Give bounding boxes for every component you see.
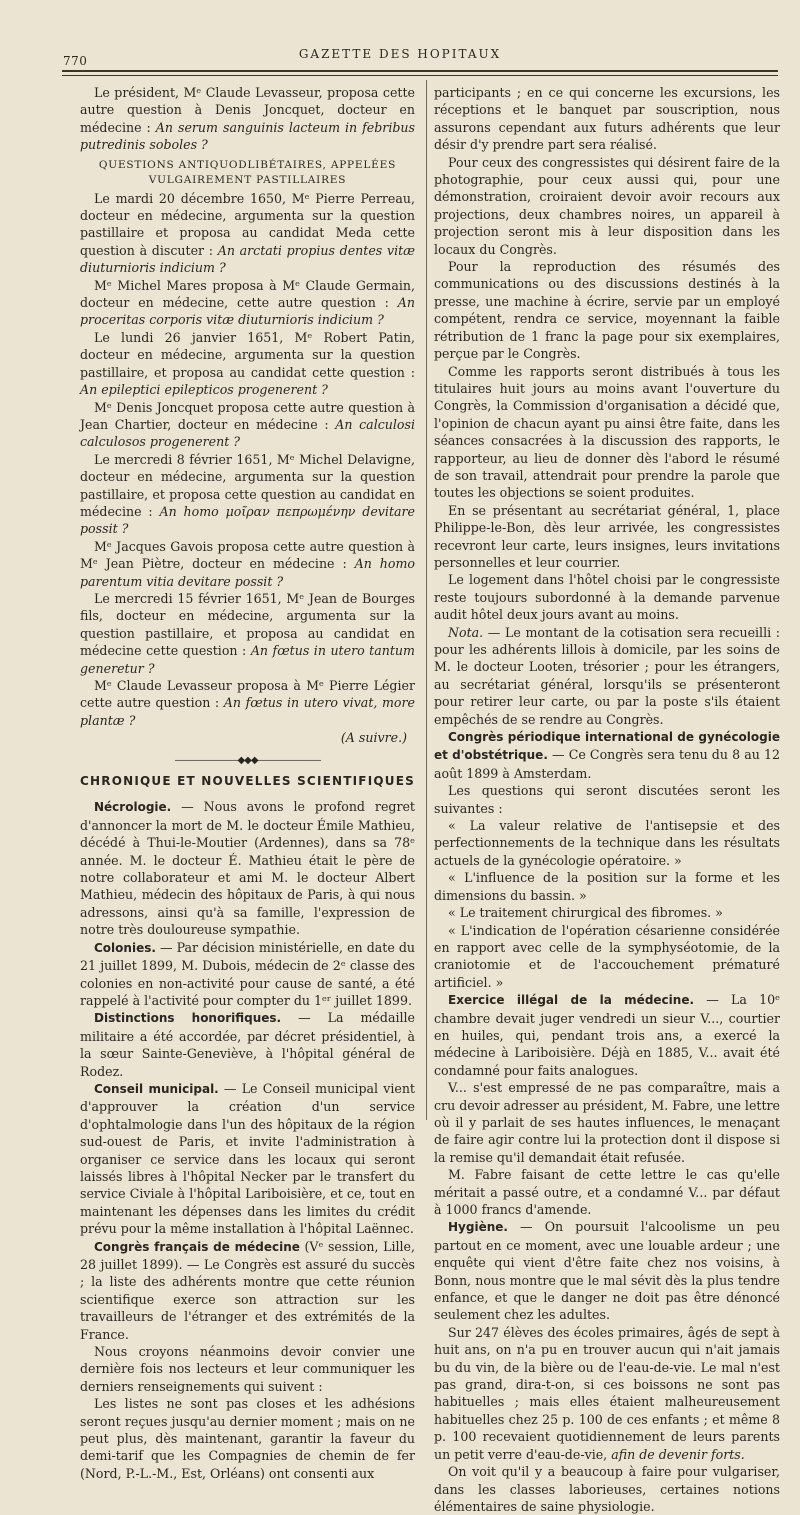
column-divider: [426, 80, 427, 1120]
paragraph: Le mercredi 15 février 1651, Mᵉ Jean de Bourges fils, docteur en médecine, argumenta sur la question pastillaire, et proposa au candidat en médecine cette question : An fœtus in utero tantum generetur ?: [80, 590, 415, 676]
paragraph: Le mercredi 8 février 1651, Mᵉ Michel Delavigne, docteur en médecine, argumenta sur la question pastillaire, et proposa cette question au candidat en médecine : An homo μοῖραν πεπρωμένην devitare possit ?: [80, 451, 415, 537]
paragraph: Les questions qui seront discutées seront les suivantes :: [434, 783, 780, 816]
paragraph: En se présentant au secrétariat général, 1, place Philippe-le-Bon, dès leur arrivée, les congressistes recevront leur carte, leurs insignes, leurs invitations personnelles et leur courrier.: [434, 502, 780, 570]
paragraph: Les listes ne sont pas closes et les adhésions seront reçues jusqu'au dernier moment ; mais on ne peut plus, dès maintenant, garantir la faveur du demi-tarif que les Compagnies de chemin de fer (Nord, P.-L.-M., Est, Orléans) ont consenti aux: [80, 1396, 415, 1481]
paragraph: participants ; en ce qui concerne les excursions, les réceptions et le banquet par souscription, nous assurons cependant aux futurs adhérents que leur désir d'y prendre part sera réalisé.: [434, 85, 780, 153]
news-item: Hygiène. — On poursuit l'alcoolisme un peu partout en ce moment, avec une louable ardeur ; une enquête qui vient d'être faite chez nos voisins, à Bonn, nous montre que le mal sévit dès la plus tendre enfance, et que le danger ne doit pas être dénoncé seulement chez les adultes.: [434, 1219, 780, 1323]
paragraph: Pour la reproduction des résumés des communications ou des discussions destinés à la presse, une machine à écrire, servie par un employé compétent, rendra ce service, moyennant la faible rétribution de 1 franc la page pour six exemplaires, perçue par le Congrès.: [434, 259, 780, 362]
paragraph: Le président, Mᵉ Claude Levasseur, proposa cette autre question à Denis Joncquet, docteur en médecine : An serum sanguinis lacteum in febribus putredinis soboles ?: [80, 85, 415, 153]
paragraph: Comme les rapports seront distribués à tous les titulaires huit jours au moins avant l'ouverture du Congrès, la Commission d'organisation a décidé que, l'opinion de chacun ayant pu ainsi être faite, dans les séances consacrées à la discussion des rapports, le rapporteur, au lieu de donner dès l'abord le résumé de son travail, attendrait pour prendre la parole que toutes les objections se soient produites.: [434, 363, 780, 501]
section-subheading: QUESTIONS ANTIQUODLIBÉTAIRES, APPELÉES VULGAIREMENT PASTILLAIRES: [98, 158, 397, 186]
right-column: [434, 84, 780, 1515]
paragraph: M. Fabre faisant de cette lettre le cas qu'elle méritait a passé outre, et a condamné V... par défaut à 1000 francs d'amende.: [434, 1167, 780, 1217]
news-item: Exercice illégal de la médecine. — La 10ᵉ chambre devait juger vendredi un sieur V..., courtier en huiles, qui, pendant trois ans, a exercé la médecine à Lariboisière. Déjà en 1885, V... avait été condamné pour faits analogues.: [434, 992, 780, 1078]
paragraph: Sur 247 élèves des écoles primaires, âgés de sept à huit ans, on n'a pu en trouver aucun qui n'ait jamais bu du vin, de la bière ou de l'eau-de-vie. Le mal n'est pas grand, dira-t-on, si ces boissons ne sont pas habituelles ; mais elles étaient malheureusement habituelles chez 25 p. 100 de ces enfants ; et même 8 p. 100 recevaient quotidiennement de leurs parents un petit verre d'eau-de-vie, afin de devenir forts.: [434, 1324, 780, 1462]
paragraph: Mᵉ Denis Joncquet proposa cette autre question à Jean Chartier, docteur en médecine : An calculosi calculosos progenerent ?: [80, 399, 415, 450]
ornament-divider-icon: ———————◆◆◆———————: [174, 754, 321, 766]
paragraph: On voit qu'il y a beaucoup à faire pour vulgariser, dans les classes laborieuses, certaines notions élémentaires de saine physiologie.: [434, 1464, 780, 1514]
header-rule-thin: [62, 75, 778, 76]
paragraph: Nous croyons néanmoins devoir convier une dernière fois nos lecteurs et leur communiquer les derniers renseignements qui suivent :: [80, 1344, 415, 1394]
paragraph: V... s'est empressé de ne pas comparaître, mais a cru devoir adresser au président, M. Fabre, une lettre où il y parlait de ses hautes influences, le menaçant de faire agir contre lui la protection dont il dispose si la remise qu'il demandait était refusée.: [434, 1080, 780, 1165]
news-item: Conseil municipal. — Le Conseil municipal vient d'approuver la création d'un service d'ophtalmologie dans l'un des hôpitaux de la région sud-ouest de Paris, et invite l'administration à organiser ce service dans les locaux qui seront laissés libres à l'hôpital Necker par le transfert du service Civiale à l'hôpital Lariboisière, et ce, tout en maintenant les dépenses dans les limites du crédit prévu pour la même installation à l'hôpital Laënnec.: [80, 1080, 415, 1237]
question-item: « L'influence de la position sur la forme et les dimensions du bassin. »: [434, 870, 780, 903]
news-item: Nécrologie. — Nous avons le profond regret d'annoncer la mort de M. le docteur Émile Mathieu, décédé à Thui-le-Moutier (Ardennes), dans sa 78ᵉ année. M. le docteur É. Mathieu était le père de notre collaborateur et ami M. le docteur Albert Mathieu, médecin des hôpitaux de Paris, à qui nous adressons, ainsi qu'à sa famille, l'expression de notre très douloureuse sympathie.: [80, 799, 415, 938]
a-suivre: (A suivre.): [340, 730, 407, 746]
header-rule-thick: [62, 70, 778, 72]
left-column: [80, 84, 415, 1482]
paragraph: Le mardi 20 décembre 1650, Mᵉ Pierre Perreau, docteur en médecine, argumenta sur la question pastillaire et proposa au candidat Meda cette question à discuter : An arctati propius dentes vitæ diuturnioris indicium ?: [80, 190, 415, 276]
news-item: Congrès périodique international de gynécologie et d'obstétrique. — Ce Congrès sera tenu du 8 au 12 août 1899 à Amsterdam.: [434, 730, 780, 781]
news-item: Nota. — Le montant de la cotisation sera recueilli : pour les adhérents lillois à domicile, par les soins de M. le docteur Looten, trésorier ; pour les étrangers, au secrétariat général, lorsqu'ils se présenteront pour retirer leur carte, ou par la poste s'ils étaient empêchés de se rendre au Congrès.: [434, 624, 780, 727]
paragraph: Mᵉ Claude Levasseur proposa à Mᵉ Pierre Légier cette autre question : An fœtus in utero vivat, more plantæ ?: [80, 678, 415, 728]
running-title: GAZETTE DES HOPITAUX: [298, 47, 502, 61]
question-item: « Le traitement chirurgical des fibromes. »: [448, 905, 723, 921]
paragraph: Le logement dans l'hôtel choisi par le congressiste reste toujours subordonné à la demande parvenue audit hôtel deux jours avant au moins.: [434, 572, 780, 623]
paragraph: Mᵉ Michel Mares proposa à Mᵉ Claude Germain, docteur en médecine, cette autre question : An proceritas corporis vitæ diuturnioris indicium ?: [80, 277, 415, 328]
paragraph: Le lundi 26 janvier 1651, Mᵉ Robert Patin, docteur en médecine, argumenta sur la question pastillaire, et proposa au candidat cette question : An epileptici epilepticos progenerent ?: [80, 329, 415, 398]
page-number: 770: [63, 54, 88, 68]
news-item: Distinctions honorifiques. — La médaille militaire a été accordée, par décret présidentiel, à la sœur Sainte-Geneviève, à l'hôpital général de Rodez.: [80, 1010, 415, 1079]
news-item: Colonies. — Par décision ministérielle, en date du 21 juillet 1899, M. Dubois, médecin de 2ᵉ classe des colonies en non-activité pour cause de santé, a été rappelé à l'activité pour compter du 1ᵉʳ juillet 1899.: [80, 939, 415, 1008]
question-item: « La valeur relative de l'antisepsie et des perfectionnements de la technique dans les résultats actuels de la gynécologie opératoire. »: [434, 818, 780, 868]
news-item: Congrès français de médecine (Vᵉ session, Lille, 28 juillet 1899). — Le Congrès est assuré du succès ; la liste des adhérents montre que cette réunion scientifique exerce son attraction sur les travailleurs de l'étranger et des extrémités de la France.: [80, 1238, 415, 1342]
question-item: « L'indication de l'opération césarienne considérée en rapport avec celle de la symphyséotomie, de la craniotomie et de l'accouchement prématuré artificiel. »: [434, 922, 780, 990]
paragraph: Mᵉ Jacques Gavois proposa cette autre question à Mᵉ Jean Piètre, docteur en médecine : An homo parentum vitia devitare possit ?: [80, 538, 415, 589]
paragraph: Pour ceux des congressistes qui désirent faire de la photographie, pour ceux aussi qui, pour une démonstration, croiraient devoir avoir recours aux projections, deux chambres noires, un appareil à projection seront mis à leur disposition dans les locaux du Congrès.: [434, 154, 780, 257]
section-title: CHRONIQUE ET NOUVELLES SCIENTIFIQUES: [80, 774, 415, 789]
